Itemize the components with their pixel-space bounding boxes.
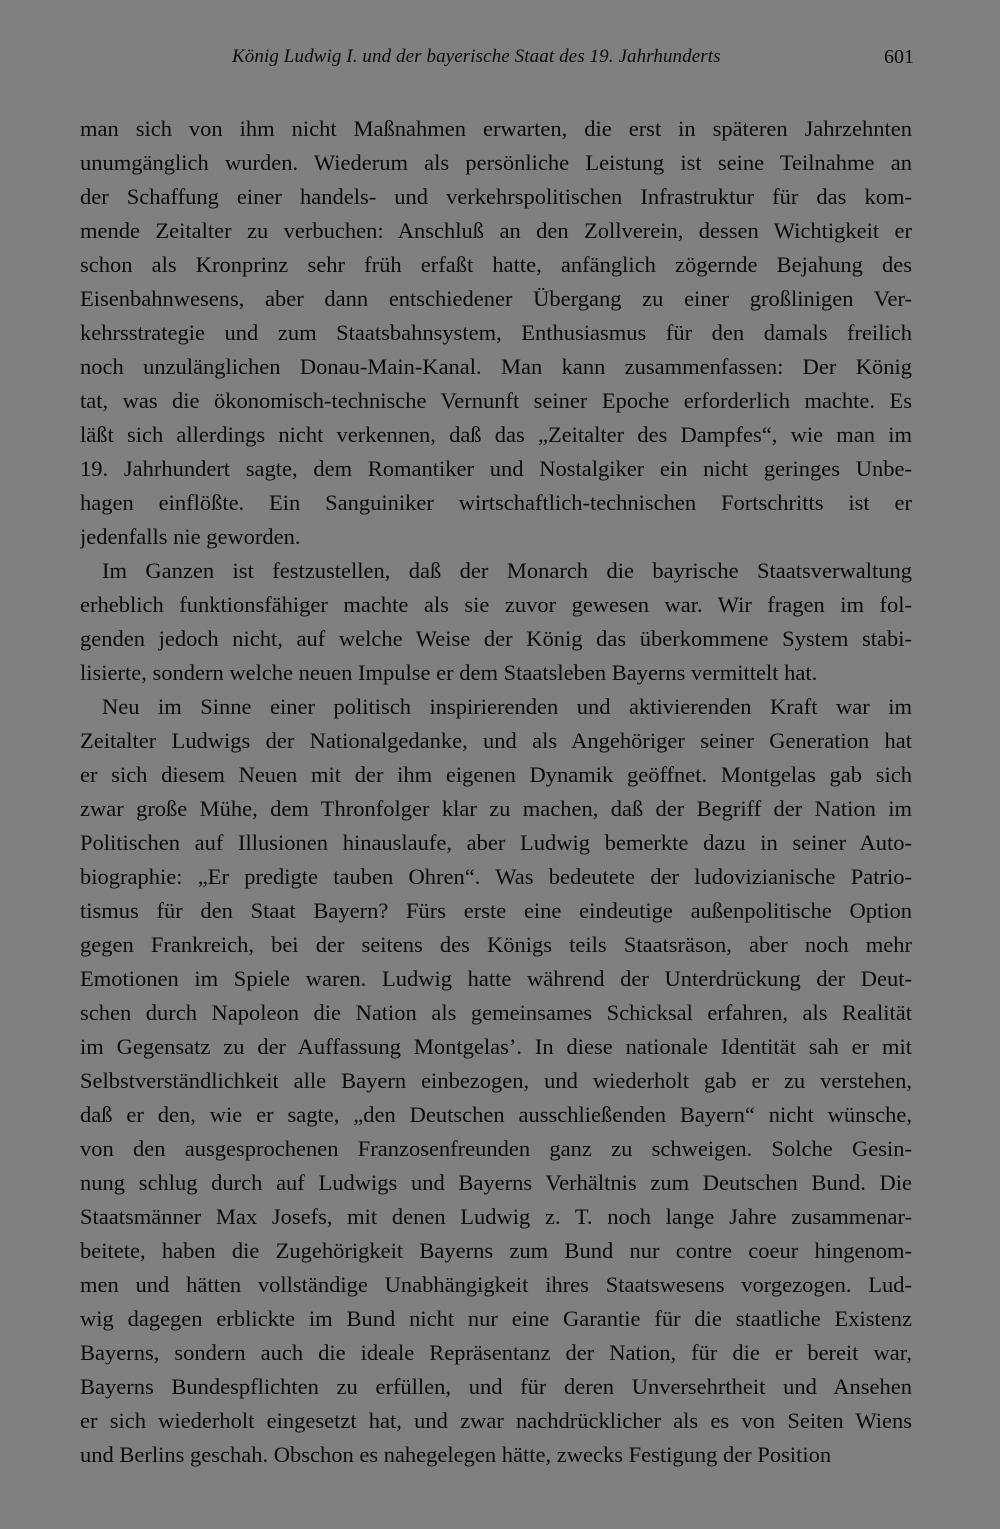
body-text <box>80 112 912 1472</box>
text-line: erheblich funktionsfähiger machte als sie zuvor gewesen war. Wir fragen im fol- <box>80 592 912 617</box>
text-line: 19. Jahrhundert sagte, dem Romantiker und Nostalgiker ein nicht geringes Unbe- <box>80 456 912 481</box>
text-line: kehrsstrategie und zum Staatsbahnsystem, Enthusiasmus für den damals freilich <box>80 320 912 345</box>
text-line: man sich von ihm nicht Maßnahmen erwarten, die erst in späteren Jahrzehnten <box>80 116 912 141</box>
text-line: und Berlins geschah. Obschon es nahegelegen hätte, zwecks Festigung der Position <box>80 1442 832 1467</box>
text-line: Politischen auf Illusionen hinauslaufe, aber Ludwig bemerkte dazu in seiner Auto- <box>80 830 912 855</box>
text-line: Im Ganzen ist festzustellen, daß der Monarch die bayrische Staatsverwaltung <box>102 558 912 583</box>
text-line: noch unzulänglichen Donau-Main-Kanal. Man kann zusammenfassen: Der König <box>80 354 912 379</box>
text-line: jedenfalls nie geworden. <box>80 524 301 549</box>
running-header <box>80 46 918 78</box>
text-line: zwar große Mühe, dem Thronfolger klar zu machen, daß der Begriff der Nation im <box>80 796 912 821</box>
text-line: wig dagegen erblickte im Bund nicht nur eine Garantie für die staatliche Existenz <box>80 1306 912 1331</box>
text-line: Bayerns, sondern auch die ideale Repräsentanz der Nation, für die er bereit war, <box>80 1340 912 1365</box>
text-line: beitete, haben die Zugehörigkeit Bayerns zum Bund nur contre coeur hingenom- <box>80 1238 912 1263</box>
text-line: men und hätten vollständige Unabhängigkeit ihres Staatswesens vorgezogen. Lud- <box>80 1272 912 1297</box>
text-line: biographie: „Er predigte tauben Ohren“. Was bedeutete der ludovizianische Patrio- <box>80 864 912 889</box>
text-line: unumgänglich wurden. Wiederum als persönliche Leistung ist seine Teilnahme an <box>80 150 912 175</box>
text-line: nung schlug durch auf Ludwigs und Bayerns Verhältnis zum Deutschen Bund. Die <box>80 1170 912 1195</box>
paragraph <box>80 690 912 1472</box>
paragraph <box>80 554 912 690</box>
text-line: schen durch Napoleon die Nation als gemeinsames Schicksal erfahren, als Realität <box>80 1000 912 1025</box>
text-line: Staatsmänner Max Josefs, mit denen Ludwig z. T. noch lange Jahre zusammenar- <box>80 1204 912 1229</box>
text-line: daß er den, wie er sagte, „den Deutschen ausschließenden Bayern“ nicht wünsche, <box>80 1102 912 1127</box>
text-line: schon als Kronprinz sehr früh erfaßt hatte, anfänglich zögernde Bejahung des <box>80 252 912 277</box>
text-line: tismus für den Staat Bayern? Fürs erste eine eindeutige außenpolitische Option <box>80 898 912 923</box>
text-line: lisierte, sondern welche neuen Impulse er dem Staatsleben Bayerns vermittelt hat. <box>80 660 818 685</box>
text-line: der Schaffung einer handels- und verkehrspolitischen Infrastruktur für das kom- <box>80 184 912 209</box>
text-line: Bayerns Bundespflichten zu erfüllen, und für deren Unversehrtheit und Ansehen <box>80 1374 912 1399</box>
page-number: 601 <box>884 46 914 68</box>
text-line: hagen einflößte. Ein Sanguiniker wirtschaftlich-technischen Fortschritts ist er <box>80 490 912 515</box>
text-line: läßt sich allerdings nicht verkennen, daß das „Zeitalter des Dampfes“, wie man im <box>80 422 912 447</box>
text-line: Selbstverständlichkeit alle Bayern einbezogen, und wiederholt gab er zu verstehen, <box>80 1068 912 1093</box>
text-line: im Gegensatz zu der Auffassung Montgelas’. In diese nationale Identität sah er mit <box>80 1034 912 1059</box>
text-line: von den ausgesprochenen Franzosenfreunden ganz zu schweigen. Solche Gesin- <box>80 1136 912 1161</box>
text-line: er sich wiederholt eingesetzt hat, und zwar nachdrücklicher als es von Seiten Wiens <box>80 1408 912 1433</box>
text-line: Zeitalter Ludwigs der Nationalgedanke, und als Angehöriger seiner Generation hat <box>80 728 912 753</box>
text-line: Emotionen im Spiele waren. Ludwig hatte während der Unterdrückung der Deut- <box>80 966 912 991</box>
text-line: Neu im Sinne einer politisch inspirierenden und aktivierenden Kraft war im <box>102 694 912 719</box>
text-line: er sich diesem Neuen mit der ihm eigenen Dynamik geöffnet. Montgelas gab sich <box>80 762 912 787</box>
text-line: Eisenbahnwesens, aber dann entschiedener Übergang zu einer großlinigen Ver- <box>80 286 912 311</box>
running-title: König Ludwig I. und der bayerische Staat des 19. Jahrhunderts <box>232 46 721 67</box>
text-line: mende Zeitalter zu verbuchen: Anschluß an den Zollverein, dessen Wichtigkeit er <box>80 218 912 243</box>
paragraph <box>80 112 912 554</box>
text-line: genden jedoch nicht, auf welche Weise der König das überkommene System stabi- <box>80 626 912 651</box>
text-line: gegen Frankreich, bei der seitens des Königs teils Staatsräson, aber noch mehr <box>80 932 912 957</box>
text-line: tat, was die ökonomisch-technische Vernunft seiner Epoche erforderlich machte. Es <box>80 388 912 413</box>
